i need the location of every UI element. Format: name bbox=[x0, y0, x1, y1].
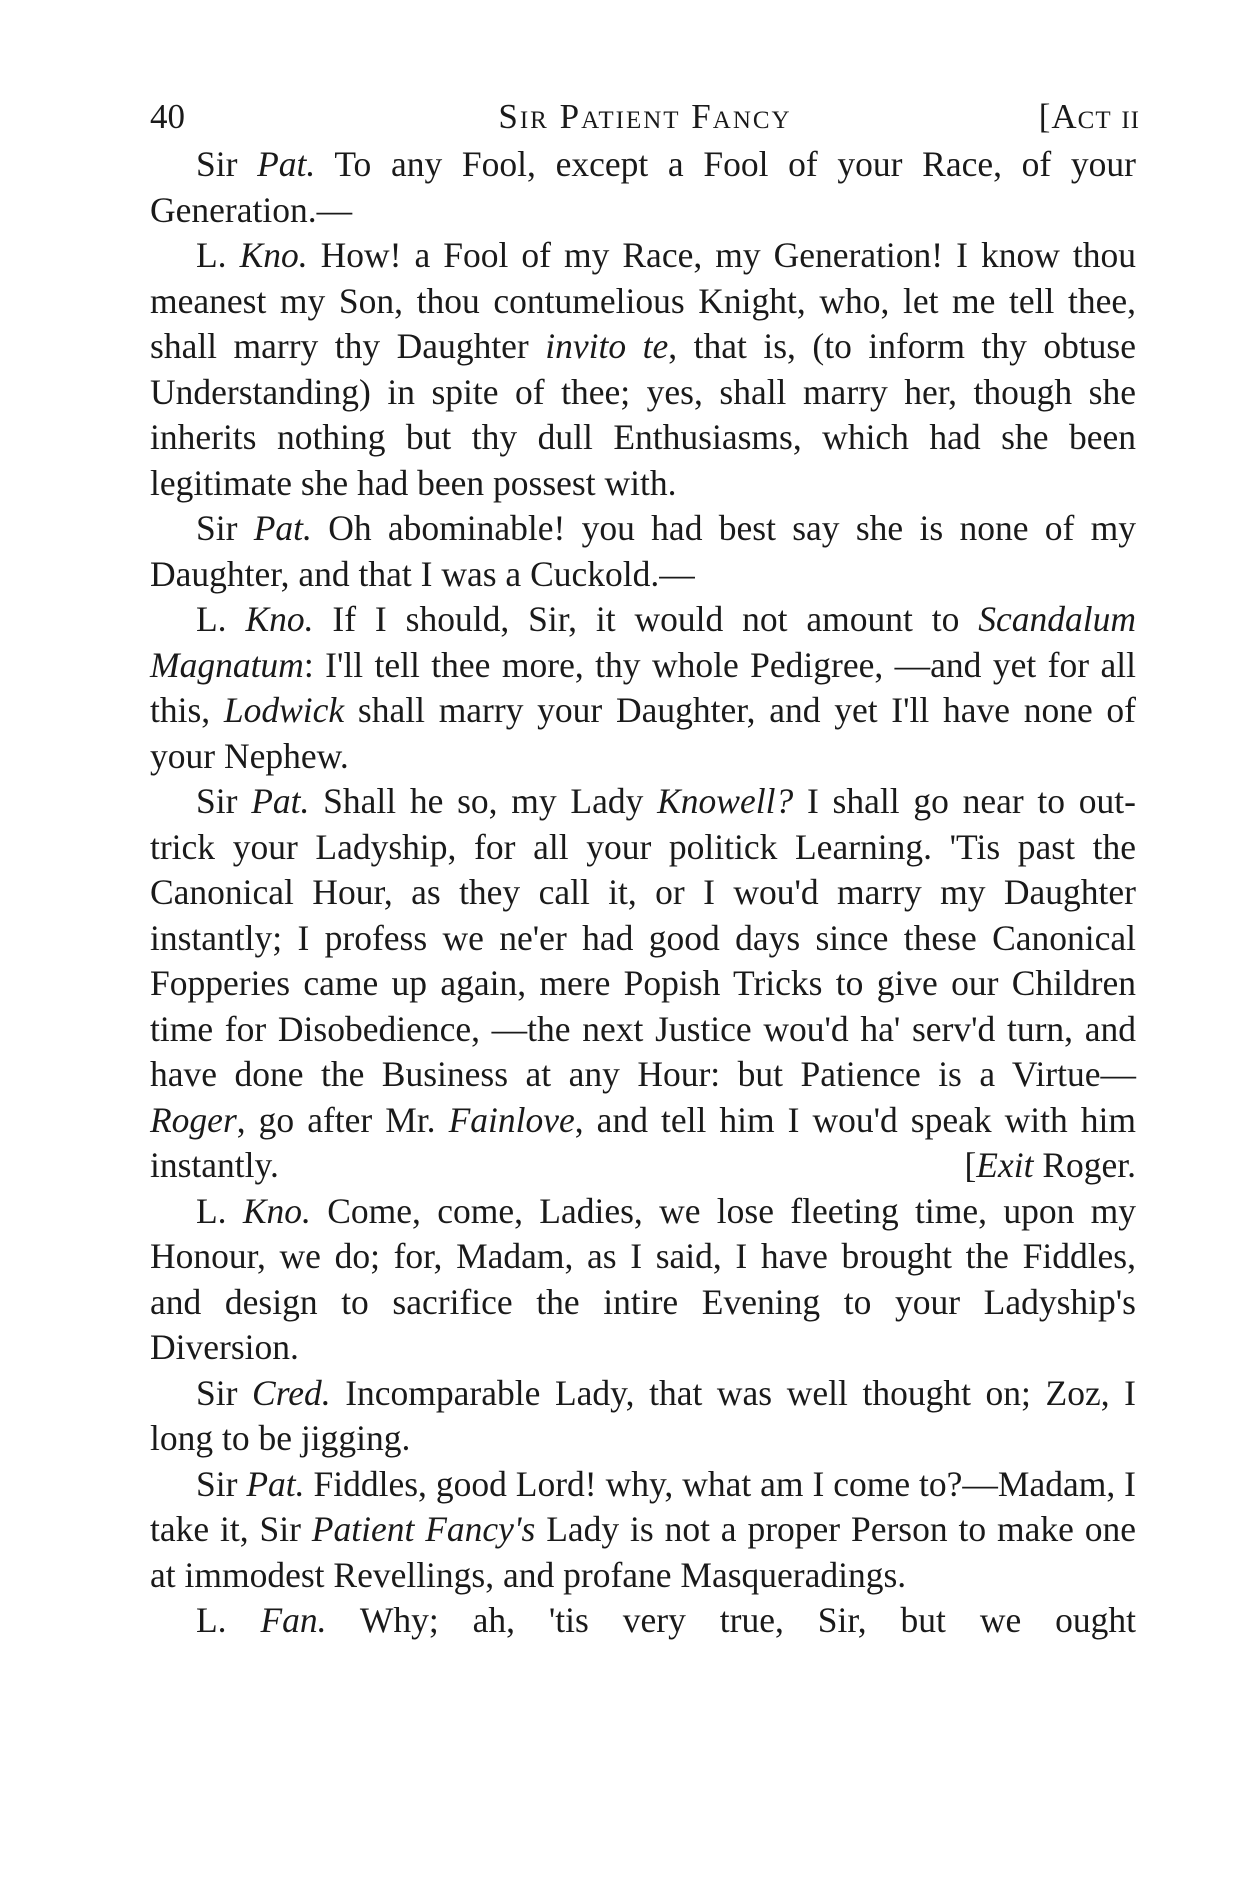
speech-text: : I'll tell thee more, thy whole Pedigree, —and yet for all this, bbox=[150, 644, 1136, 730]
italic-phrase: Scandalum Magnatum bbox=[150, 599, 1136, 685]
page-number: 40 bbox=[150, 97, 185, 136]
speaker-name: Kno. bbox=[239, 235, 308, 275]
speech-text: Why; ah, 'tis very true, Sir, but we ought bbox=[326, 1600, 1136, 1640]
speech-paragraph bbox=[150, 142, 1136, 233]
speech-paragraph bbox=[150, 1189, 1136, 1371]
speaker-name: Pat. bbox=[257, 144, 316, 184]
speech-text: Lady is not a proper Person to make one at immodest Revellings, and profane Masqueradings. bbox=[150, 1509, 1136, 1595]
speech-paragraph bbox=[150, 779, 1136, 1189]
speech-text: shall marry your Daughter, and yet I'll have none of your Nephew. bbox=[150, 690, 1136, 776]
italic-phrase: Lodwick bbox=[223, 690, 345, 730]
speech-text: , that is, (to inform thy obtuse Understanding) in spite of thee; yes, shall marry her, though she inherits nothing but thy dull Enthusiasms, which had she been legitimate she had been possest with. bbox=[150, 326, 1136, 503]
speaker-prefix: Sir bbox=[196, 508, 254, 548]
speaker-prefix: L. bbox=[196, 1190, 243, 1231]
italic-phrase: Patient Fancy's bbox=[311, 1509, 536, 1549]
speaker-name: Pat. bbox=[246, 1463, 305, 1504]
speech-text: How! a Fool of my Race, my Generation! I know thou meanest my Son, thou contumelious Knight, who, let me tell thee, shall marry thy Daughter bbox=[150, 235, 1136, 366]
page-text bbox=[150, 142, 1136, 1689]
speaker-name: Cred. bbox=[252, 1372, 331, 1413]
speaker-name: Kno. bbox=[245, 599, 314, 639]
italic-phrase: Roger bbox=[150, 1099, 237, 1140]
act-label: [Act ii bbox=[1038, 97, 1140, 136]
speech-paragraph bbox=[150, 506, 1136, 597]
speaker-prefix: L. bbox=[196, 599, 246, 639]
speech-text: Oh abominable! you had best say she is none of my Daughter, and that I was a Cuckold.— bbox=[150, 508, 1136, 594]
speech-text: I shall go near to out-trick your Ladyship, for all your politick Learning. 'Tis past the Canonical Hour, as they call it, or I wou'd marry my Daughter instantly; I profess we ne'er had good days since these Canonical Fopperies came up again, mere Popish Tricks to give our Children time for Disobedience, —the next Justice wou'd ha' serv'd turn, and have done the Business at any Hour: but Patience is a Virtue— bbox=[150, 781, 1136, 1094]
speaker-name: Kno. bbox=[242, 1190, 311, 1231]
speech-text: Fiddles, good Lord! why, what am I come to?—Madam, I take it, Sir bbox=[150, 1463, 1136, 1549]
speaker-prefix: Sir bbox=[196, 1372, 253, 1413]
speaker-prefix: Sir bbox=[196, 781, 252, 821]
speech-text: Come, come, Ladies, we lose fleeting time, upon my Honour, we do; for, Madam, as I said, I have brought the Fiddles, and design to sacrifice the intire Evening to your Ladyship's Diversion. bbox=[150, 1190, 1136, 1367]
speech-text: If I should, Sir, it would not amount to bbox=[313, 599, 979, 639]
speaker-prefix: Sir bbox=[196, 1463, 247, 1504]
speech-text: , and tell him I wou'd speak with him instantly. bbox=[150, 1099, 1136, 1185]
speech-paragraph bbox=[150, 1462, 1136, 1599]
speech-paragraph bbox=[150, 1598, 1136, 1689]
speaker-name: Pat. bbox=[253, 508, 312, 548]
exit-word: Exit bbox=[976, 1145, 1034, 1185]
running-header bbox=[150, 92, 1140, 142]
running-title: Sir Patient Fancy bbox=[498, 97, 792, 136]
speaker-prefix: Sir bbox=[196, 144, 258, 184]
speech-text: Shall he so, my Lady bbox=[309, 781, 658, 821]
exit-name: Roger. bbox=[1033, 1145, 1136, 1185]
bracket: [ bbox=[964, 1145, 977, 1185]
italic-phrase: invito te bbox=[545, 326, 669, 366]
speaker-prefix: L. bbox=[196, 1600, 261, 1640]
stage-direction bbox=[918, 1143, 1136, 1189]
speech-text: Incomparable Lady, that was well thought on; Zoz, I long to be jigging. bbox=[150, 1372, 1136, 1458]
speech-paragraph bbox=[150, 233, 1136, 506]
speech-paragraph bbox=[150, 1371, 1136, 1462]
speech-text: To any Fool, except a Fool of your Race, of your Generation.— bbox=[150, 144, 1136, 230]
speaker-name: Fan. bbox=[260, 1600, 327, 1640]
italic-phrase: Fainlove bbox=[448, 1099, 575, 1140]
speaker-prefix: L. bbox=[196, 235, 240, 275]
italic-phrase: Knowell? bbox=[657, 781, 794, 821]
speech-text: , go after Mr. bbox=[236, 1099, 449, 1140]
speech-paragraph bbox=[150, 597, 1136, 779]
speaker-name: Pat. bbox=[251, 781, 310, 821]
